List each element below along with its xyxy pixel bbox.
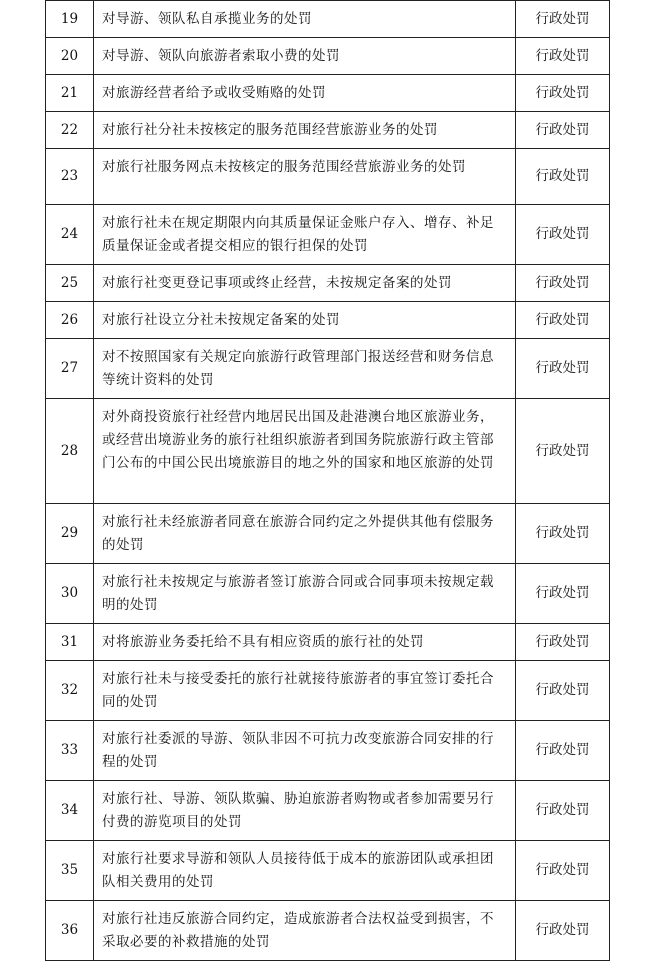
item-category: 行政处罚 <box>516 339 610 399</box>
item-category: 行政处罚 <box>516 399 610 504</box>
item-name: 对旅游经营者给予或收受贿赂的处罚 <box>94 75 516 112</box>
item-name: 对不按照国家有关规定向旅游行政管理部门报送经营和财务信息等统计资料的处罚 <box>94 339 516 399</box>
item-category: 行政处罚 <box>516 1 610 38</box>
table-row <box>46 302 610 339</box>
table-row <box>46 661 610 721</box>
item-category: 行政处罚 <box>516 504 610 564</box>
table-row <box>46 841 610 901</box>
item-name: 对外商投资旅行社经营内地居民出国及赴港澳台地区旅游业务，或经营出境游业务的旅行社组织旅游者到国务院旅游行政主管部门公布的中国公民出境旅游目的地之外的国家和地区旅游的处罚 <box>94 399 516 504</box>
item-category: 行政处罚 <box>516 265 610 302</box>
item-category: 行政处罚 <box>516 841 610 901</box>
item-category: 行政处罚 <box>516 564 610 624</box>
row-number: 22 <box>46 112 94 149</box>
row-number: 21 <box>46 75 94 112</box>
item-name: 对旅行社未经旅游者同意在旅游合同约定之外提供其他有偿服务的处罚 <box>94 504 516 564</box>
item-category: 行政处罚 <box>516 75 610 112</box>
item-name: 对旅行社要求导游和领队人员接待低于成本的旅游团队或承担团队相关费用的处罚 <box>94 841 516 901</box>
table-row <box>46 38 610 75</box>
table-row <box>46 504 610 564</box>
table-row <box>46 205 610 265</box>
row-number: 36 <box>46 901 94 961</box>
item-category: 行政处罚 <box>516 901 610 961</box>
table-row <box>46 149 610 205</box>
row-number: 20 <box>46 38 94 75</box>
table-row <box>46 339 610 399</box>
row-number: 24 <box>46 205 94 265</box>
table-row <box>46 624 610 661</box>
item-category: 行政处罚 <box>516 721 610 781</box>
item-name: 对旅行社分社未按核定的服务范围经营旅游业务的处罚 <box>94 112 516 149</box>
row-number: 30 <box>46 564 94 624</box>
item-name: 对旅行社未按规定与旅游者签订旅游合同或合同事项未按规定载明的处罚 <box>94 564 516 624</box>
row-number: 23 <box>46 149 94 205</box>
table-body <box>46 1 610 961</box>
row-number: 35 <box>46 841 94 901</box>
table-row <box>46 75 610 112</box>
item-category: 行政处罚 <box>516 205 610 265</box>
table-row <box>46 1 610 38</box>
item-name: 对旅行社未与接受委托的旅行社就接待旅游者的事宜签订委托合同的处罚 <box>94 661 516 721</box>
item-name: 对将旅游业务委托给不具有相应资质的旅行社的处罚 <box>94 624 516 661</box>
item-name: 对旅行社设立分社未按规定备案的处罚 <box>94 302 516 339</box>
item-category: 行政处罚 <box>516 302 610 339</box>
table-row <box>46 781 610 841</box>
item-name: 对旅行社变更登记事项或终止经营，未按规定备案的处罚 <box>94 265 516 302</box>
table-row <box>46 721 610 781</box>
row-number: 19 <box>46 1 94 38</box>
row-number: 25 <box>46 265 94 302</box>
row-number: 33 <box>46 721 94 781</box>
item-name: 对导游、领队向旅游者索取小费的处罚 <box>94 38 516 75</box>
item-name: 对旅行社委派的导游、领队非因不可抗力改变旅游合同安排的行程的处罚 <box>94 721 516 781</box>
table-row <box>46 399 610 504</box>
table-row <box>46 112 610 149</box>
item-name: 对旅行社、导游、领队欺骗、胁迫旅游者购物或者参加需要另行付费的游览项目的处罚 <box>94 781 516 841</box>
table-row <box>46 265 610 302</box>
item-category: 行政处罚 <box>516 38 610 75</box>
item-category: 行政处罚 <box>516 149 610 205</box>
penalty-items-table <box>45 0 610 961</box>
item-name: 对旅行社违反旅游合同约定，造成旅游者合法权益受到损害，不采取必要的补救措施的处罚 <box>94 901 516 961</box>
item-name: 对导游、领队私自承揽业务的处罚 <box>94 1 516 38</box>
row-number: 31 <box>46 624 94 661</box>
row-number: 27 <box>46 339 94 399</box>
item-category: 行政处罚 <box>516 661 610 721</box>
item-category: 行政处罚 <box>516 112 610 149</box>
row-number: 32 <box>46 661 94 721</box>
table-row <box>46 564 610 624</box>
item-category: 行政处罚 <box>516 781 610 841</box>
table-row <box>46 901 610 961</box>
item-category: 行政处罚 <box>516 624 610 661</box>
row-number: 28 <box>46 399 94 504</box>
item-name: 对旅行社未在规定期限内向其质量保证金账户存入、增存、补足质量保证金或者提交相应的银行担保的处罚 <box>94 205 516 265</box>
row-number: 29 <box>46 504 94 564</box>
row-number: 26 <box>46 302 94 339</box>
row-number: 34 <box>46 781 94 841</box>
item-name: 对旅行社服务网点未按核定的服务范围经营旅游业务的处罚 <box>94 149 516 205</box>
